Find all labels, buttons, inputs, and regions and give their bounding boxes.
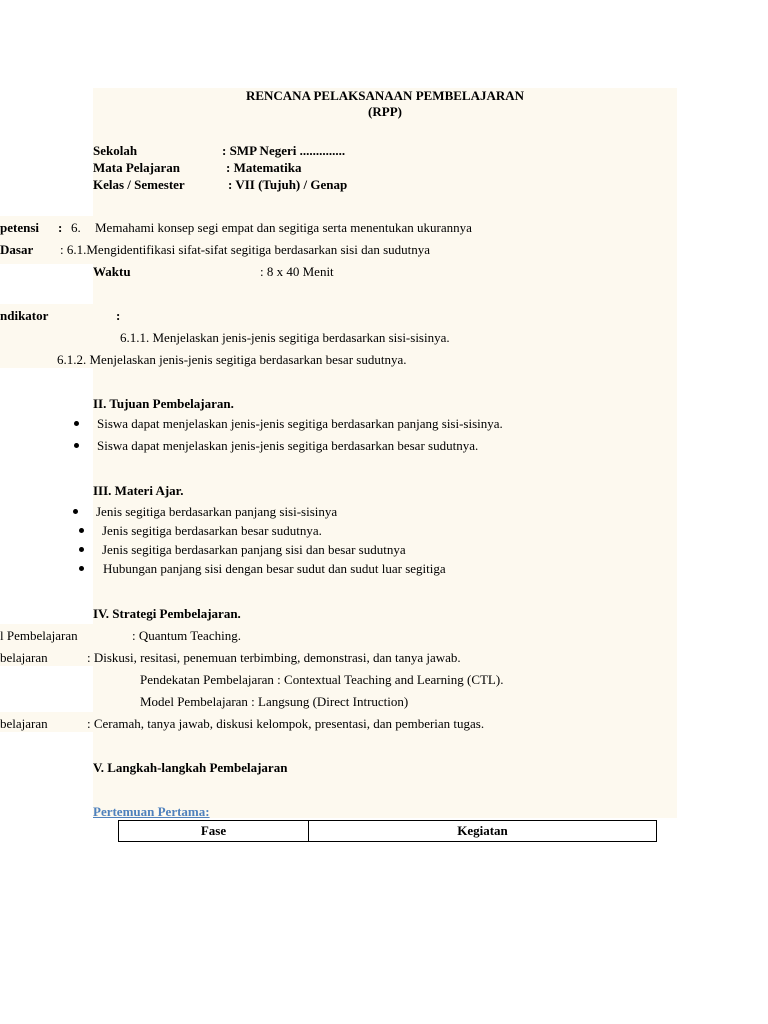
mapel-label: Mata Pelajaran xyxy=(93,160,181,175)
pertemuan-pertama-heading: Pertemuan Pertama: xyxy=(93,804,210,819)
materi-item: Hubungan panjang sisi dengan besar sudut dan sudut luar segitiga xyxy=(103,561,446,576)
document-title: RENCANA PELAKSANAAN PEMBELAJARAN xyxy=(245,88,525,103)
sekolah-value: : SMP Negeri .............. xyxy=(222,143,346,158)
materi-heading: III. Materi Ajar. xyxy=(93,483,184,498)
strategi-row5-value: : Ceramah, tanya jawab, diskusi kelompok, presentasi, dan pemberian tugas. xyxy=(87,716,485,731)
bullet-icon xyxy=(79,566,84,571)
mapel-value: : Matematika xyxy=(226,160,302,175)
waktu-value: : 8 x 40 Menit xyxy=(260,264,334,279)
indikator-colon: : xyxy=(116,308,121,323)
indikator-item-1: 6.1.1. Menjelaskan jenis-jenis segitiga berdasarkan sisi-sisinya. xyxy=(120,330,450,345)
kd-label: Dasar xyxy=(0,242,34,257)
indikator-label: ndikator xyxy=(0,308,49,323)
kompetensi-label: petensi xyxy=(0,220,39,235)
tujuan-item: Siswa dapat menjelaskan jenis-jenis segitiga berdasarkan panjang sisi-sisinya. xyxy=(97,416,503,431)
bullet-icon xyxy=(74,443,79,448)
strategi-row5-label: belajaran xyxy=(0,716,48,731)
tujuan-heading: II. Tujuan Pembelajaran. xyxy=(93,396,234,411)
strategi-row1-value: : Quantum Teaching. xyxy=(132,628,241,643)
strategi-heading: IV. Strategi Pembelajaran. xyxy=(93,606,241,621)
strategi-row1-label: l Pembelajaran xyxy=(0,628,78,643)
strategi-row2-value: : Diskusi, resitasi, penemuan terbimbing, demonstrasi, dan tanya jawab. xyxy=(87,650,461,665)
strategi-row2-label: belajaran xyxy=(0,650,48,665)
indikator-item-2: 6.1.2. Menjelaskan jenis-jenis segitiga berdasarkan besar sudutnya. xyxy=(57,352,407,367)
sekolah-label: Sekolah xyxy=(93,143,138,158)
kompetensi-number: 6. xyxy=(71,220,81,235)
strategi-row4: Model Pembelajaran : Langsung (Direct Intruction) xyxy=(140,694,409,709)
table-header-fase: Fase xyxy=(119,821,309,842)
bullet-icon xyxy=(79,547,84,552)
strategi-row3: Pendekatan Pembelajaran : Contextual Teaching and Learning (CTL). xyxy=(140,672,504,687)
kompetensi-colon: : xyxy=(58,220,63,235)
materi-item: Jenis segitiga berdasarkan panjang sisi-sisinya xyxy=(96,504,338,519)
kelas-value: : VII (Tujuh) / Genap xyxy=(228,177,348,192)
table-header-row xyxy=(119,821,657,842)
materi-item: Jenis segitiga berdasarkan panjang sisi dan besar sudutnya xyxy=(102,542,406,557)
bullet-icon xyxy=(74,421,79,426)
kd-text: : 6.1.Mengidentifikasi sifat-sifat segitiga berdasarkan sisi dan sudutnya xyxy=(60,242,431,257)
bullet-icon xyxy=(73,509,78,514)
tujuan-item: Siswa dapat menjelaskan jenis-jenis segitiga berdasarkan besar sudutnya. xyxy=(97,438,479,453)
kelas-label: Kelas / Semester xyxy=(93,177,185,192)
bullet-icon xyxy=(79,528,84,533)
langkah-heading: V. Langkah-langkah Pembelajaran xyxy=(93,760,288,775)
kompetensi-text: Memahami konsep segi empat dan segitiga serta menentukan ukurannya xyxy=(95,220,472,235)
table-header-kegiatan: Kegiatan xyxy=(309,821,657,842)
document-subtitle: (RPP) xyxy=(368,104,402,119)
kegiatan-table xyxy=(118,820,657,842)
materi-item: Jenis segitiga berdasarkan besar sudutnya. xyxy=(102,523,322,538)
waktu-label: Waktu xyxy=(93,264,131,279)
